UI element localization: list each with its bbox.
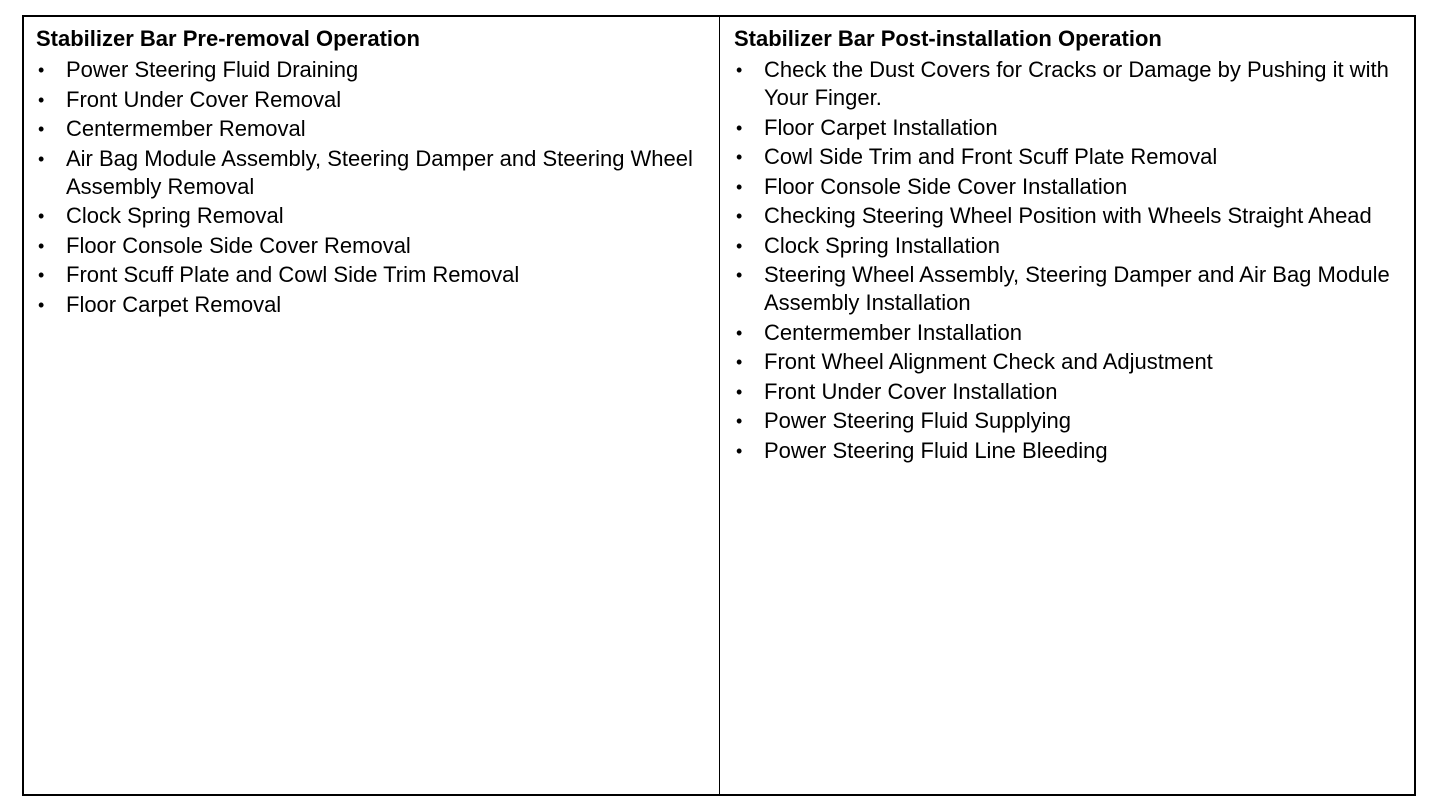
list-item: • Power Steering Fluid Supplying bbox=[734, 407, 1404, 435]
post-installation-column bbox=[720, 17, 1414, 794]
list-item: • Centermember Removal bbox=[36, 115, 709, 143]
post-installation-list bbox=[734, 56, 1404, 465]
list-item: • Checking Steering Wheel Position with Wheels Straight Ahead bbox=[734, 202, 1404, 230]
list-item: • Front Wheel Alignment Check and Adjustment bbox=[734, 348, 1404, 376]
list-item: • Floor Carpet Removal bbox=[36, 291, 709, 319]
list-item: • Air Bag Module Assembly, Steering Damper and Steering Wheel Assembly Removal bbox=[36, 145, 709, 201]
post-installation-title: Stabilizer Bar Post-installation Operation bbox=[734, 26, 1162, 51]
list-item: • Front Scuff Plate and Cowl Side Trim Removal bbox=[36, 261, 709, 289]
list-item: • Steering Wheel Assembly, Steering Damper and Air Bag Module Assembly Installation bbox=[734, 261, 1404, 317]
list-item: • Cowl Side Trim and Front Scuff Plate Removal bbox=[734, 143, 1404, 171]
list-item: • Floor Console Side Cover Removal bbox=[36, 232, 709, 260]
pre-removal-column bbox=[24, 17, 720, 794]
list-item: • Centermember Installation bbox=[734, 319, 1404, 347]
list-item: • Floor Console Side Cover Installation bbox=[734, 173, 1404, 201]
procedure-table bbox=[22, 15, 1416, 796]
pre-removal-title: Stabilizer Bar Pre-removal Operation bbox=[36, 26, 420, 51]
pre-removal-list bbox=[36, 56, 709, 319]
list-item: • Clock Spring Removal bbox=[36, 202, 709, 230]
list-item: • Floor Carpet Installation bbox=[734, 114, 1404, 142]
list-item: • Power Steering Fluid Draining bbox=[36, 56, 709, 84]
list-item: • Front Under Cover Removal bbox=[36, 86, 709, 114]
list-item: • Front Under Cover Installation bbox=[734, 378, 1404, 406]
list-item: • Clock Spring Installation bbox=[734, 232, 1404, 260]
list-item: • Check the Dust Covers for Cracks or Damage by Pushing it with Your Finger. bbox=[734, 56, 1404, 112]
list-item: • Power Steering Fluid Line Bleeding bbox=[734, 437, 1404, 465]
